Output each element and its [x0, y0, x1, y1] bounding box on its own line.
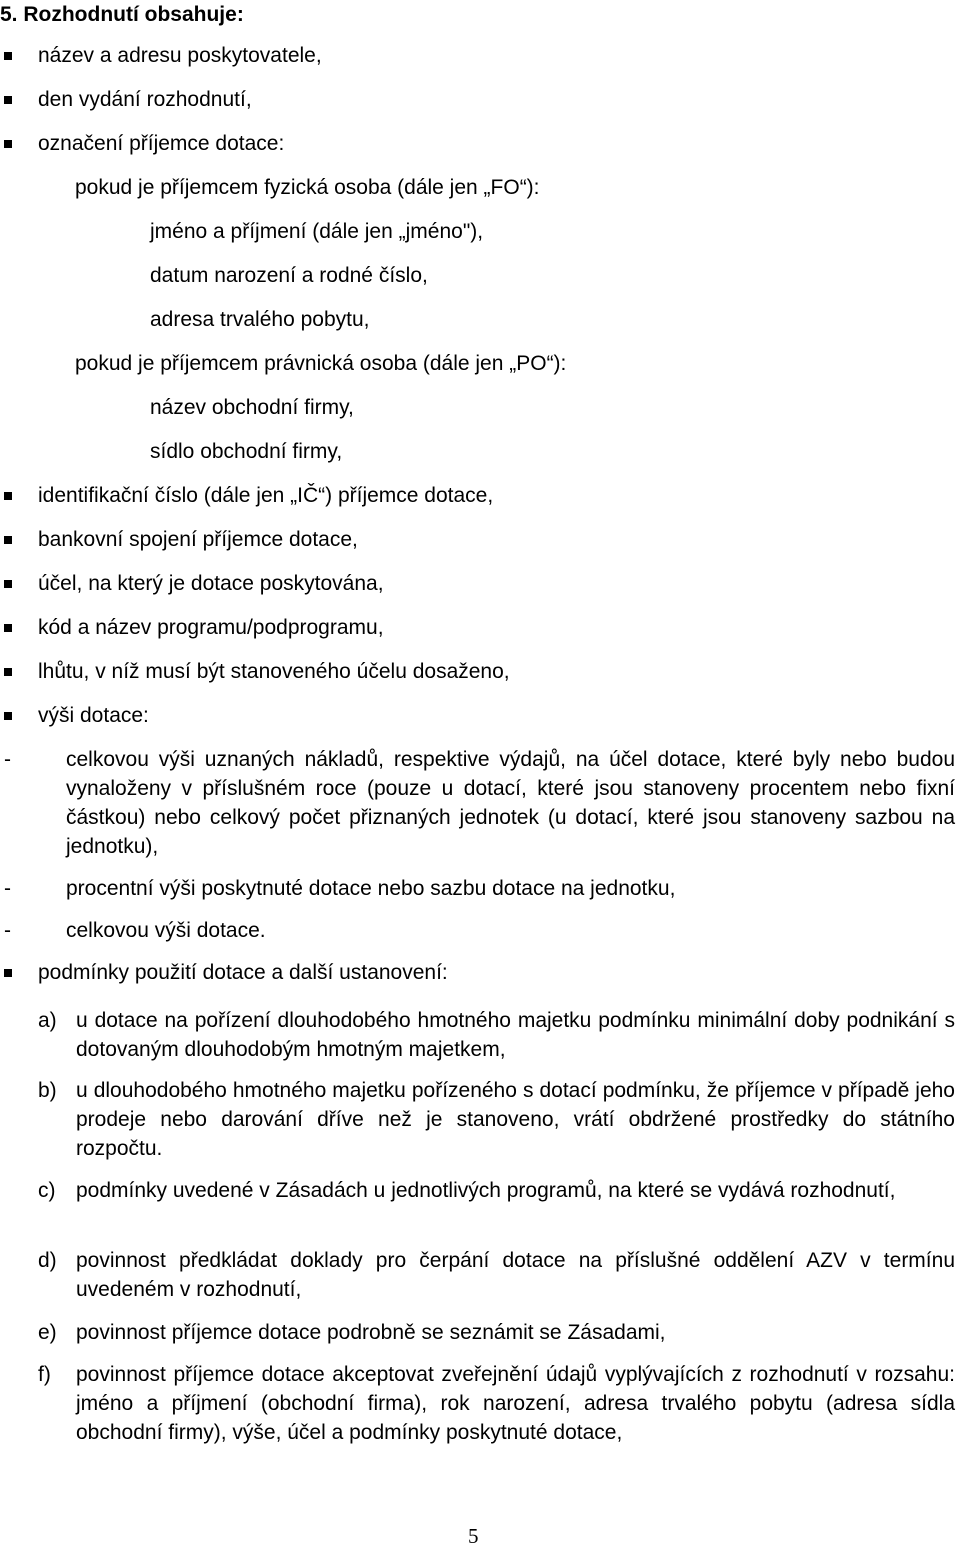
item-deadline: lhůtu, v níž musí být stanoveného účelu dosaženo, — [38, 660, 510, 683]
condition-b-marker: b) — [38, 1079, 57, 1102]
item-id-number: identifikační číslo (dále jen „IČ“) příjemce dotace, — [38, 484, 494, 507]
item-legal-person: pokud je příjemcem právnická osoba (dále jen „PO“): — [75, 352, 567, 375]
condition-c-marker: c) — [38, 1179, 56, 1202]
item-name: jméno a příjmení (dále jen „jméno"), — [150, 220, 484, 243]
condition-e-marker: e) — [38, 1321, 57, 1344]
item-recipient: označení příjemce dotace: — [38, 132, 285, 155]
item-address: adresa trvalého pobytu, — [150, 308, 370, 331]
dash-marker: - — [4, 919, 11, 942]
dash-item-percentage: procentní výši poskytnuté dotace nebo sazbu dotace na jednotku, — [66, 877, 676, 900]
item-company-seat: sídlo obchodní firmy, — [150, 440, 343, 463]
item-provider: název a adresu poskytovatele, — [38, 44, 322, 67]
condition-f-marker: f) — [38, 1363, 51, 1386]
bullet-icon — [4, 492, 12, 500]
item-purpose: účel, na který je dotace poskytována, — [38, 572, 384, 595]
section-heading: 5. Rozhodnutí obsahuje: — [0, 3, 244, 26]
condition-b: u dlouhodobého hmotného majetku pořízeného s dotací podmínku, že příjemce v případě jeho prodeje nebo darování dříve než je stanoveno, vrátí obdržené prostředky do státního rozpočtu. — [76, 1079, 955, 1160]
page-number: 5 — [468, 1524, 479, 1548]
dash-item-costs: celkovou výši uznaných nákladů, respektive výdajů, na účel dotace, které byly nebo budou vynaloženy v příslušném roce (pouze u dotací, které jsou stanoveny procentem nebo fixní částkou) nebo celkový počet přiznaných jednotek (u dotací, které jsou stanoveny sazbou na jednotku), — [66, 748, 955, 858]
condition-a-marker: a) — [38, 1009, 57, 1032]
item-amount: výši dotace: — [38, 704, 149, 727]
bullet-icon — [4, 624, 12, 632]
condition-e: povinnost příjemce dotace podrobně se seznámit se Zásadami, — [76, 1321, 666, 1344]
dash-marker: - — [4, 748, 11, 771]
condition-d: povinnost předkládat doklady pro čerpání dotace na příslušné oddělení AZV v termínu uvedeném v rozhodnutí, — [76, 1249, 955, 1301]
condition-a: u dotace na pořízení dlouhodobého hmotného majetku podmínku minimální doby podnikání s dotovaným dlouhodobým hmotným majetkem, — [76, 1009, 955, 1061]
condition-d-marker: d) — [38, 1249, 57, 1272]
item-birth: datum narození a rodné číslo, — [150, 264, 428, 287]
item-natural-person: pokud je příjemcem fyzická osoba (dále jen „FO“): — [75, 176, 540, 199]
item-bank: bankovní spojení příjemce dotace, — [38, 528, 358, 551]
dash-item-total: celkovou výši dotace. — [66, 919, 266, 942]
bullet-icon — [4, 712, 12, 720]
dash-marker: - — [4, 877, 11, 900]
bullet-icon — [4, 96, 12, 104]
condition-f: povinnost příjemce dotace akceptovat zveřejnění údajů vyplývajících z rozhodnutí v rozsahu: jméno a příjmení (obchodní firma), rok narození, adresa trvalého pobytu (adresa sídla obchodní firmy), výše, účel a podmínky poskytnuté dotace, — [76, 1363, 955, 1444]
item-company-name: název obchodní firmy, — [150, 396, 354, 419]
bullet-icon — [4, 536, 12, 544]
item-issue-date: den vydání rozhodnutí, — [38, 88, 252, 111]
item-program: kód a název programu/podprogramu, — [38, 616, 384, 639]
bullet-icon — [4, 140, 12, 148]
bullet-icon — [4, 52, 12, 60]
bullet-icon — [4, 580, 12, 588]
bullet-icon — [4, 969, 12, 977]
conditions-title: podmínky použití dotace a další ustanovení: — [38, 961, 448, 984]
bullet-icon — [4, 668, 12, 676]
condition-c: podmínky uvedené v Zásadách u jednotlivých programů, na které se vydává rozhodnutí, — [76, 1179, 896, 1202]
